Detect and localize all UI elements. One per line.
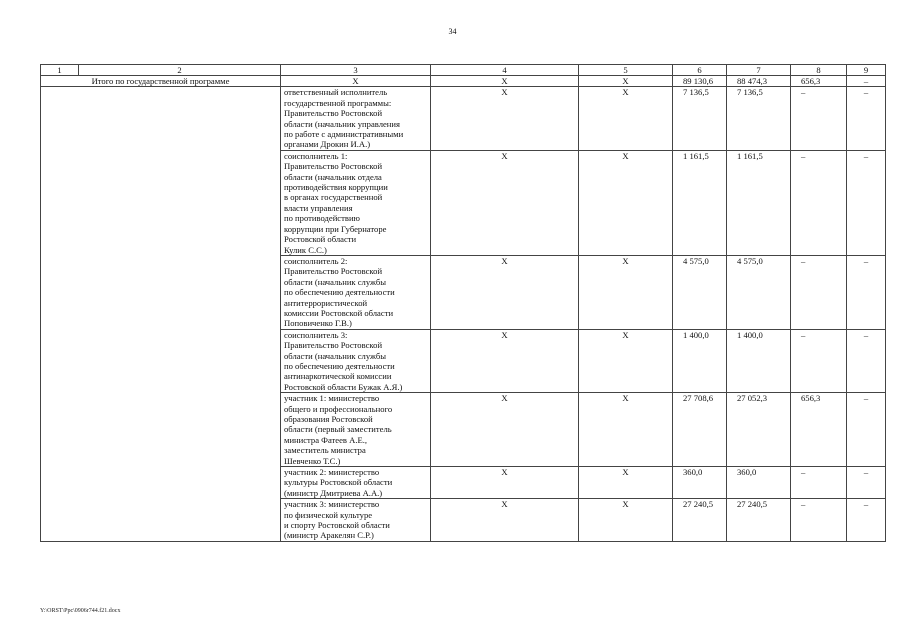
- executor-line: комиссии Ростовской области: [284, 307, 394, 318]
- executor-line: органами Дрокин И.А.): [284, 139, 371, 150]
- row-cell-c7: 4 575,0: [727, 255, 791, 329]
- executor-cell: [281, 467, 431, 499]
- executor-line: антинаркотической комиссии: [284, 371, 392, 382]
- row-cell-c8: –: [791, 467, 847, 499]
- executor-cell: [281, 393, 431, 467]
- row-cell-c4: X: [431, 393, 579, 467]
- executor-line: соисполнитель 2:: [284, 255, 348, 266]
- row-cell-c4: X: [431, 87, 579, 150]
- executor-line: соисполнитель 3:: [284, 329, 348, 340]
- row-cell-c6: 27 240,5: [673, 499, 727, 542]
- row-cell-c4: X: [431, 255, 579, 329]
- executor-line: антитеррористической: [284, 297, 368, 308]
- column-number: 3: [281, 65, 431, 76]
- total-cell-col8: 656,3: [791, 76, 847, 87]
- executor-line: по обеспечению деятельности: [284, 360, 395, 371]
- executor-line: Ростовской области Бужак А.Я.): [284, 381, 403, 392]
- total-cell-col5: X: [579, 76, 673, 87]
- executor-line: и спорту Ростовской области: [284, 520, 390, 531]
- executor-line: области (первый заместитель: [284, 424, 392, 435]
- empty-merged-cell: [41, 87, 281, 541]
- table-row: [41, 87, 886, 150]
- total-cell-col9: –: [847, 76, 886, 87]
- column-number: 1: [41, 65, 79, 76]
- column-number: 9: [847, 65, 886, 76]
- executor-line: общего и профессионального: [284, 403, 393, 414]
- row-cell-c8: –: [791, 499, 847, 542]
- executor-line: Правительство Ростовской: [284, 161, 383, 172]
- row-cell-c8: –: [791, 87, 847, 150]
- row-cell-c5: X: [579, 499, 673, 542]
- footer-file-path: Y:\ORST\Ppc\0906r744.f21.docx: [40, 608, 121, 614]
- executor-line: по работе с административными: [284, 129, 404, 140]
- row-cell-c4: X: [431, 467, 579, 499]
- executor-line: области (начальник службы: [284, 276, 387, 287]
- row-cell-c9: –: [847, 329, 886, 392]
- executor-line: ответственный исполнитель: [284, 87, 388, 98]
- total-row-label: Итого по государственной программе: [41, 76, 281, 87]
- executor-line: Шевченко Т.С.): [284, 455, 341, 466]
- row-cell-c7: 1 161,5: [727, 150, 791, 255]
- row-cell-c9: –: [847, 467, 886, 499]
- row-cell-c7: 27 240,5: [727, 499, 791, 542]
- column-number: 4: [431, 65, 579, 76]
- executor-cell: [281, 150, 431, 255]
- executor-line: власти управления: [284, 202, 353, 213]
- executor-line: заместитель министра: [284, 445, 366, 456]
- row-cell-c5: X: [579, 329, 673, 392]
- row-cell-c9: –: [847, 150, 886, 255]
- row-cell-c9: –: [847, 499, 886, 542]
- executor-line: Правительство Ростовской: [284, 108, 383, 119]
- row-cell-c9: –: [847, 255, 886, 329]
- row-cell-c9: –: [847, 87, 886, 150]
- row-cell-c4: X: [431, 329, 579, 392]
- executor-line: области (начальник отдела: [284, 171, 382, 182]
- row-cell-c8: –: [791, 150, 847, 255]
- page-number: 34: [448, 27, 457, 36]
- executor-line: государственной программы:: [284, 97, 392, 108]
- total-cell-col3: X: [281, 76, 431, 87]
- executor-line: области (начальник управления: [284, 118, 400, 129]
- executor-line: области (начальник службы: [284, 350, 387, 361]
- total-cell-col4: X: [431, 76, 579, 87]
- row-cell-c4: X: [431, 499, 579, 542]
- executor-cell: [281, 499, 431, 542]
- executor-line: участник 1: министерство: [284, 393, 380, 404]
- row-cell-c5: X: [579, 393, 673, 467]
- executor-line: по физической культуре: [284, 509, 373, 520]
- column-number: 2: [79, 65, 281, 76]
- row-cell-c5: X: [579, 467, 673, 499]
- executor-line: министра Фатеев А.Е.,: [284, 434, 368, 445]
- program-financing-table: [40, 64, 886, 542]
- executor-line: коррупции при Губернаторе: [284, 223, 387, 234]
- row-cell-c4: X: [431, 150, 579, 255]
- executor-line: противодействия коррупции: [284, 182, 388, 193]
- row-cell-c5: X: [579, 150, 673, 255]
- row-cell-c7: 27 052,3: [727, 393, 791, 467]
- column-number: 6: [673, 65, 727, 76]
- column-number: 5: [579, 65, 673, 76]
- executor-line: Правительство Ростовской: [284, 266, 383, 277]
- executor-line: в органах государственной: [284, 192, 383, 203]
- executor-cell: [281, 87, 431, 150]
- row-cell-c6: 1 400,0: [673, 329, 727, 392]
- executor-cell: [281, 329, 431, 392]
- row-cell-c9: –: [847, 393, 886, 467]
- row-cell-c8: –: [791, 255, 847, 329]
- executor-line: культуры Ростовской области: [284, 477, 393, 488]
- executor-line: (министр Аракелян С.Р.): [284, 530, 374, 541]
- executor-line: Поповиченко Г.В.): [284, 318, 352, 329]
- executor-cell: [281, 255, 431, 329]
- executor-line: Ростовской области: [284, 234, 357, 245]
- row-cell-c6: 7 136,5: [673, 87, 727, 150]
- row-cell-c6: 360,0: [673, 467, 727, 499]
- column-number-row: [41, 65, 886, 76]
- total-cell-col6: 89 130,6: [673, 76, 727, 87]
- executor-line: по обеспечению деятельности: [284, 287, 395, 298]
- row-cell-c8: –: [791, 329, 847, 392]
- column-number: 7: [727, 65, 791, 76]
- executor-line: соисполнитель 1:: [284, 150, 348, 161]
- total-cell-col7: 88 474,3: [727, 76, 791, 87]
- column-number: 8: [791, 65, 847, 76]
- row-cell-c6: 4 575,0: [673, 255, 727, 329]
- total-row: [41, 76, 886, 87]
- row-cell-c8: 656,3: [791, 393, 847, 467]
- row-cell-c7: 7 136,5: [727, 87, 791, 150]
- row-cell-c6: 1 161,5: [673, 150, 727, 255]
- row-cell-c5: X: [579, 87, 673, 150]
- row-cell-c7: 1 400,0: [727, 329, 791, 392]
- executor-line: участник 3: министерство: [284, 499, 380, 510]
- row-cell-c5: X: [579, 255, 673, 329]
- row-cell-c6: 27 708,6: [673, 393, 727, 467]
- executor-line: участник 2: министерство: [284, 467, 380, 478]
- executor-line: по противодействию: [284, 213, 360, 224]
- executor-line: образования Ростовской: [284, 414, 373, 424]
- executor-line: (министр Дмитриева А.А.): [284, 487, 383, 498]
- row-cell-c7: 360,0: [727, 467, 791, 499]
- executor-line: Правительство Ростовской: [284, 340, 383, 351]
- executor-line: Кулик С.С.): [284, 244, 327, 255]
